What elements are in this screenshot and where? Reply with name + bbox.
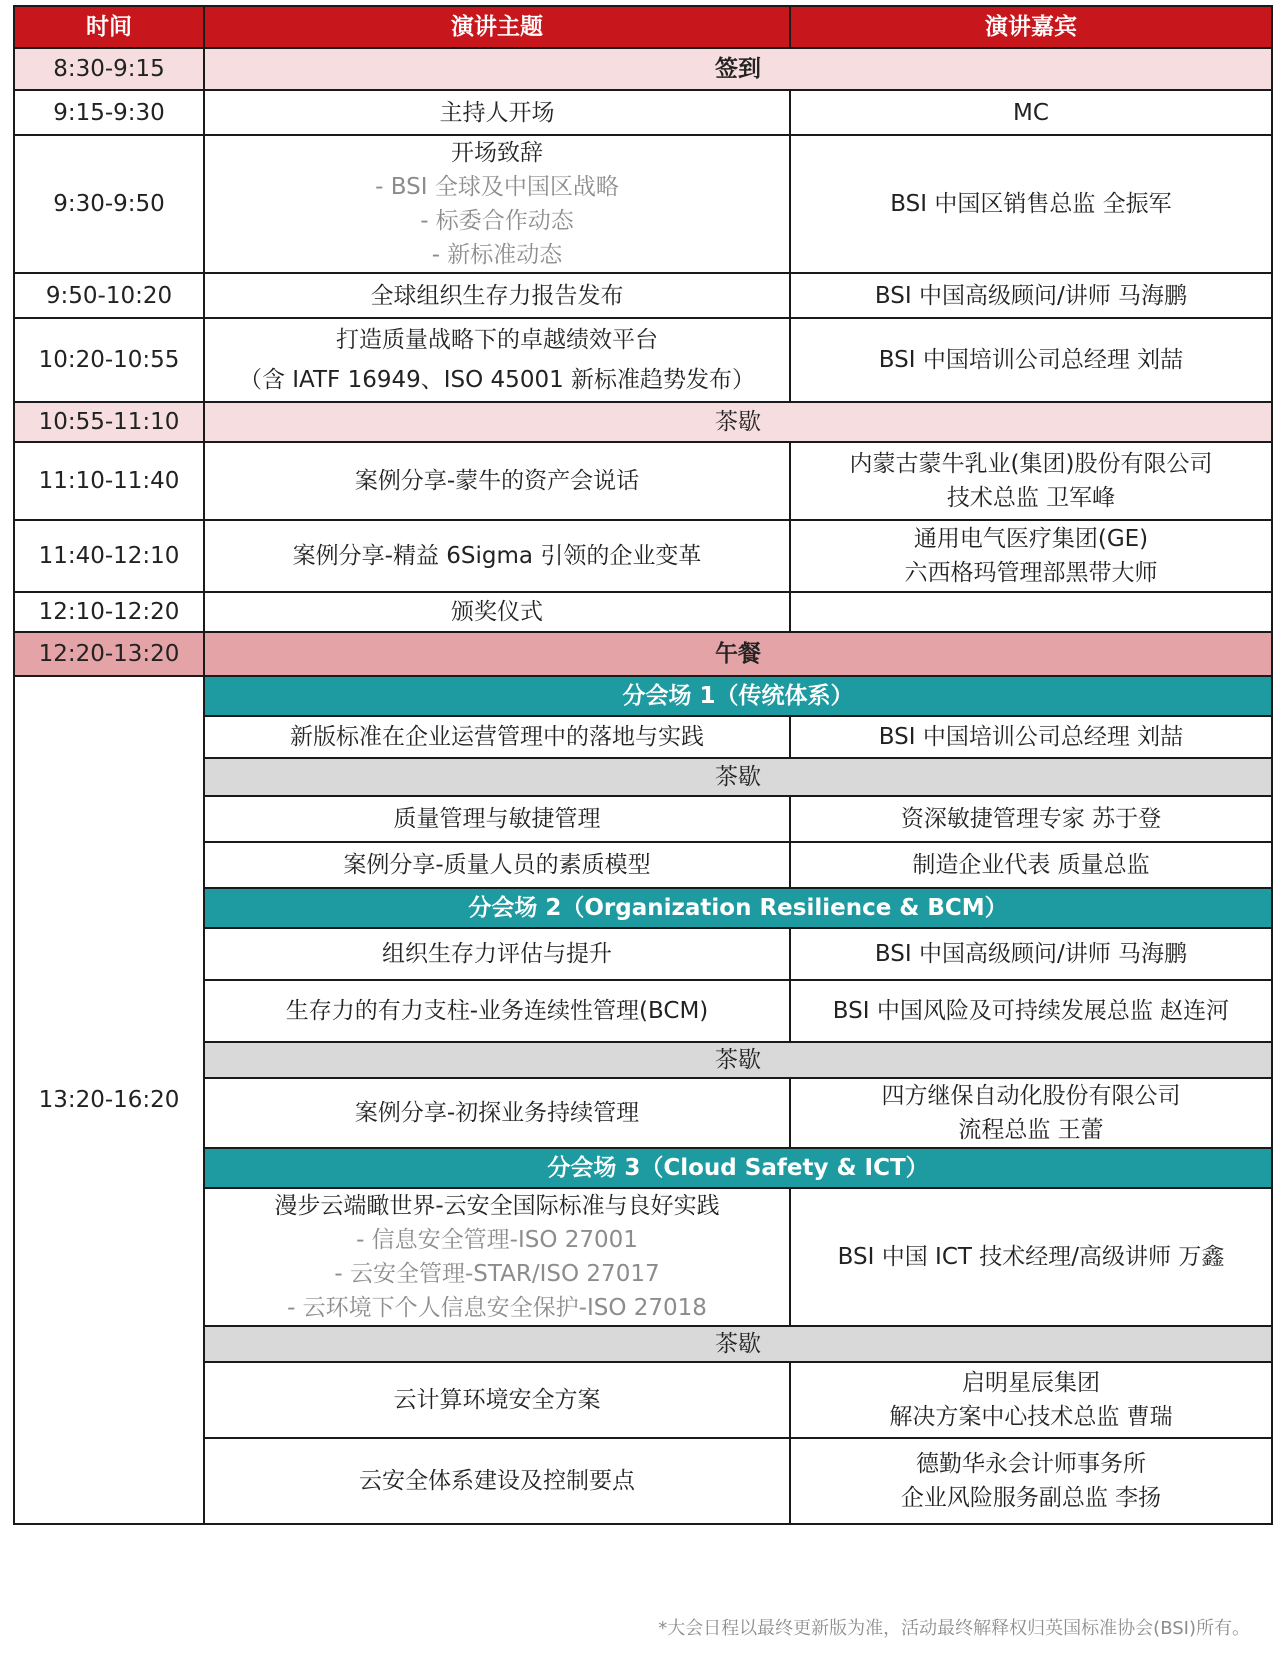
footnote: *大会日程以最终更新版为准，活动最终解释权归英国标准协会(BSI)所有。 <box>658 1618 1250 1639</box>
row-award <box>14 592 1272 632</box>
speaker-line: 通用电气医疗集团(GE) <box>913 526 1149 552</box>
topic-sub: - 信息安全管理-ISO 27001 <box>356 1227 638 1253</box>
time-cell: 10:20-10:55 <box>14 318 204 402</box>
tea-break-label: 茶歇 <box>204 1042 1272 1078</box>
topic-cell: 生存力的有力支柱-业务连续性管理(BCM) <box>204 980 790 1042</box>
topic-sub: - 云安全管理-STAR/ISO 27017 <box>334 1261 660 1287</box>
speaker-line: 启明星辰集团 <box>962 1370 1100 1396</box>
session2-title: 分会场 2（Organization Resilience & BCM） <box>204 888 1272 928</box>
topic-cell <box>204 1188 790 1326</box>
speaker-line: 企业风险服务副总监 李扬 <box>900 1485 1162 1511</box>
topic-line: 打造质量战略下的卓越绩效平台 <box>336 327 658 353</box>
topic-cell: 案例分享-初探业务持续管理 <box>204 1078 790 1148</box>
speaker-line: 技术总监 卫军峰 <box>946 485 1116 511</box>
tea-break-label: 茶歇 <box>204 1326 1272 1362</box>
tea-break-label: 茶歇 <box>204 402 1272 442</box>
topic-cell: 云安全体系建设及控制要点 <box>204 1438 790 1524</box>
topic-sub: - 标委合作动态 <box>420 208 574 234</box>
session3-title: 分会场 3（Cloud Safety & ICT） <box>204 1148 1272 1188</box>
row-tea-break <box>14 402 1272 442</box>
header-speaker: 演讲嘉宾 <box>790 6 1272 48</box>
speaker-cell <box>790 1438 1272 1524</box>
topic-cell: 颁奖仪式 <box>204 592 790 632</box>
lunch-label: 午餐 <box>204 632 1272 676</box>
header-time: 时间 <box>14 6 204 48</box>
speaker-line: 内蒙古蒙牛乳业(集团)股份有限公司 <box>849 451 1213 477</box>
speaker-line: 六西格玛管理部黑带大师 <box>904 560 1158 586</box>
topic-cell: 全球组织生存力报告发布 <box>204 273 790 318</box>
row-mengniu <box>14 442 1272 520</box>
time-cell: 9:30-9:50 <box>14 135 204 273</box>
row-quality-strategy <box>14 318 1272 402</box>
topic-line: （含 IATF 16949、ISO 45001 新标准趋势发布） <box>238 367 756 393</box>
time-cell: 11:40-12:10 <box>14 520 204 592</box>
header-topic: 演讲主题 <box>204 6 790 48</box>
speaker-cell: 资深敏捷管理专家 苏于登 <box>790 796 1272 842</box>
agenda-table <box>13 5 1273 1525</box>
topic-cell: 质量管理与敏捷管理 <box>204 796 790 842</box>
topic-cell: 案例分享-精益 6Sigma 引领的企业变革 <box>204 520 790 592</box>
speaker-cell: BSI 中国风险及可持续发展总监 赵连河 <box>790 980 1272 1042</box>
time-cell: 11:10-11:40 <box>14 442 204 520</box>
row-checkin <box>14 48 1272 90</box>
row-lunch <box>14 632 1272 676</box>
time-cell: 9:50-10:20 <box>14 273 204 318</box>
topic-cell <box>204 318 790 402</box>
speaker-cell: BSI 中国培训公司总经理 刘喆 <box>790 716 1272 758</box>
speaker-cell: MC <box>790 90 1272 135</box>
topic-cell <box>204 135 790 273</box>
speaker-line: 四方继保自动化股份有限公司 <box>881 1083 1181 1109</box>
speaker-line: 解决方案中心技术总监 曹瑞 <box>889 1404 1173 1430</box>
speaker-cell <box>790 1078 1272 1148</box>
topic-sub: - 云环境下个人信息安全保护-ISO 27018 <box>287 1295 707 1321</box>
speaker-line: 流程总监 王蕾 <box>958 1117 1104 1143</box>
topic-title: 漫步云端瞰世界-云安全国际标准与良好实践 <box>274 1193 720 1219</box>
row-ge <box>14 520 1272 592</box>
topic-cell: 组织生存力评估与提升 <box>204 928 790 980</box>
speaker-cell: BSI 中国区销售总监 全振军 <box>790 135 1272 273</box>
topic-sub: - 新标准动态 <box>431 242 563 268</box>
speaker-cell: BSI 中国高级顾问/讲师 马海鹏 <box>790 928 1272 980</box>
topic-cell: 案例分享-质量人员的素质模型 <box>204 842 790 888</box>
row-report <box>14 273 1272 318</box>
time-cell: 12:20-13:20 <box>14 632 204 676</box>
row-opening-host <box>14 90 1272 135</box>
time-cell: 9:15-9:30 <box>14 90 204 135</box>
time-cell: 10:55-11:10 <box>14 402 204 442</box>
speaker-cell <box>790 592 1272 632</box>
session1-title: 分会场 1（传统体系） <box>204 676 1272 716</box>
topic-sub: - BSI 全球及中国区战略 <box>375 174 619 200</box>
topic-cell: 云计算环境安全方案 <box>204 1362 790 1438</box>
topic-cell: 主持人开场 <box>204 90 790 135</box>
speaker-cell: BSI 中国培训公司总经理 刘喆 <box>790 318 1272 402</box>
speaker-cell: 制造企业代表 质量总监 <box>790 842 1272 888</box>
row-opening-speech <box>14 135 1272 273</box>
topic-cell: 新版标准在企业运营管理中的落地与实践 <box>204 716 790 758</box>
speaker-cell: BSI 中国高级顾问/讲师 马海鹏 <box>790 273 1272 318</box>
afternoon-time-cell: 13:20-16:20 <box>14 676 204 1524</box>
speaker-cell <box>790 1362 1272 1438</box>
time-cell: 12:10-12:20 <box>14 592 204 632</box>
topic-cell: 案例分享-蒙牛的资产会说话 <box>204 442 790 520</box>
checkin-label: 签到 <box>204 48 1272 90</box>
time-cell: 8:30-9:15 <box>14 48 204 90</box>
header-row <box>14 6 1272 48</box>
speaker-line: 德勤华永会计师事务所 <box>916 1451 1146 1477</box>
topic-title: 开场致辞 <box>451 140 543 166</box>
speaker-cell <box>790 442 1272 520</box>
speaker-cell <box>790 520 1272 592</box>
speaker-cell: BSI 中国 ICT 技术经理/高级讲师 万鑫 <box>790 1188 1272 1326</box>
tea-break-label: 茶歇 <box>204 758 1272 796</box>
session1-title-row <box>14 676 1272 716</box>
